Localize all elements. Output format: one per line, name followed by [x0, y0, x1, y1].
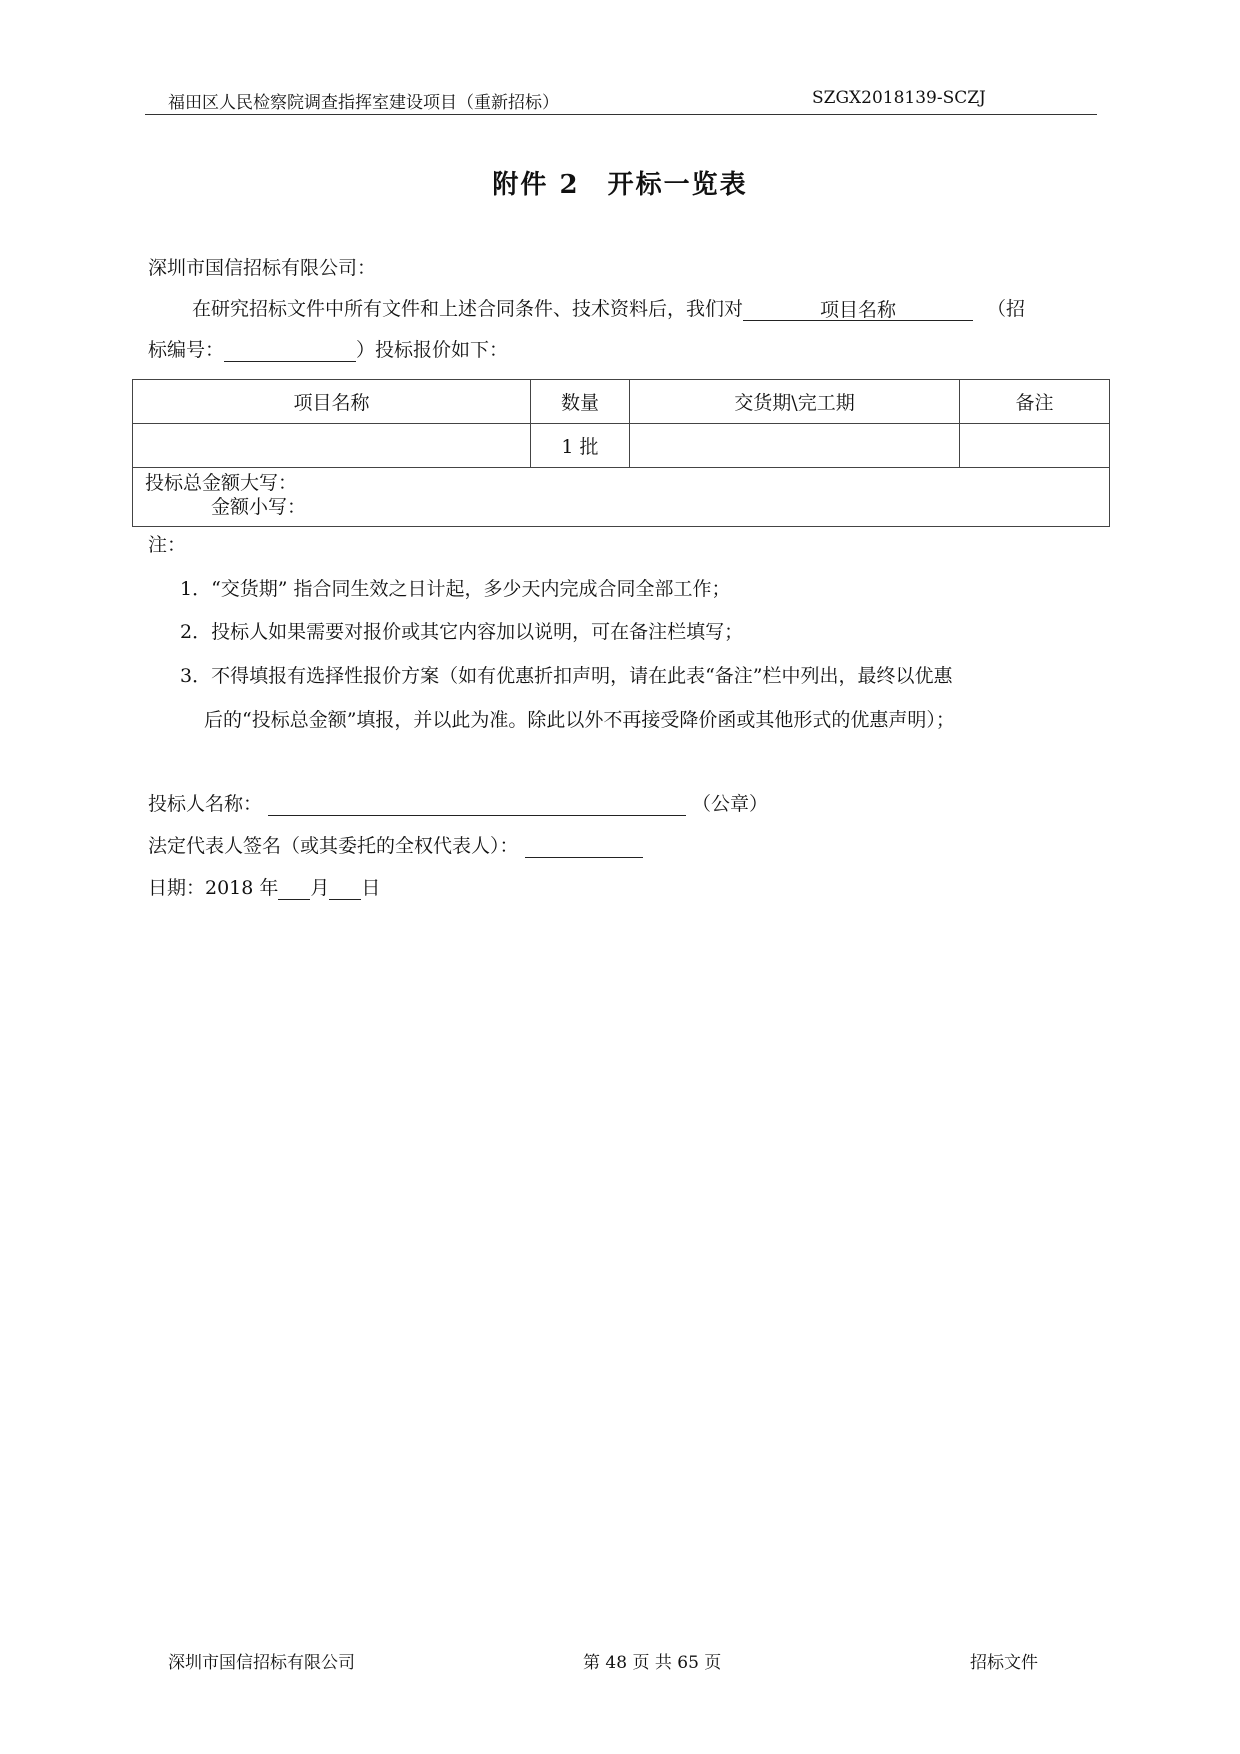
intro-line-1 — [192, 297, 1025, 321]
table-header-row — [133, 380, 1110, 424]
bidder-name-line — [148, 792, 768, 816]
header-project-title: 福田区人民检察院调查指挥室建设项目（重新招标） — [168, 93, 559, 113]
footer-company: 深圳市国信招标有限公司 — [168, 1653, 355, 1673]
representative-line — [148, 834, 643, 858]
cell-delivery[interactable] — [630, 424, 960, 468]
cell-remarks[interactable] — [960, 424, 1110, 468]
intro-line-2 — [148, 338, 508, 362]
note-item-2: 2．投标人如果需要对报价或其它内容加以说明，可在备注栏填写； — [180, 621, 744, 643]
header-cell-remarks: 备注 — [960, 380, 1110, 424]
header-cell-quantity: 数量 — [531, 380, 630, 424]
addressee: 深圳市国信招标有限公司： — [148, 257, 377, 279]
note-item-3: 3．不得填报有选择性报价方案（如有优惠折扣声明，请在此表“备注”栏中列出，最终以优惠 — [180, 665, 953, 687]
bidder-name-blank[interactable] — [268, 793, 686, 816]
company-seal-label: （公章） — [692, 793, 769, 815]
table-total-row — [133, 468, 1110, 527]
notes-label: 注： — [148, 534, 187, 556]
month-blank[interactable] — [278, 877, 310, 900]
day-blank[interactable] — [329, 877, 361, 900]
header-project-code: SZGX2018139-SCZJ — [812, 88, 986, 108]
bid-price-table — [132, 379, 1110, 527]
table-row — [133, 424, 1110, 468]
total-upper-label: 投标总金额大写： — [145, 472, 298, 494]
cell-project-name[interactable] — [133, 424, 531, 468]
representative-signature-blank[interactable] — [525, 835, 643, 858]
footer-page-number: 第 48 页 共 65 页 — [583, 1653, 722, 1673]
intro-text-3: 标编号： — [148, 339, 225, 361]
project-name-blank-label: 项目名称 — [820, 299, 897, 321]
page-title: 附件 2 开标一览表 — [492, 170, 748, 200]
tender-number-blank[interactable] — [224, 339, 356, 362]
total-lower-label: 金额小写： — [211, 496, 307, 518]
header-cell-delivery: 交货期\完工期 — [630, 380, 960, 424]
note-item-3-continued: 后的“投标总金额”填报，并以此为准。除此以外不再接受降价函或其他形式的优惠声明）； — [204, 709, 955, 731]
header-cell-project-name: 项目名称 — [133, 380, 531, 424]
intro-text-4: ）投标报价如下： — [356, 339, 509, 361]
intro-text-2: （招 — [987, 298, 1026, 320]
intro-text-1: 在研究招标文件中所有文件和上述合同条件、技术资料后，我们对 — [192, 298, 744, 320]
project-name-blank[interactable] — [743, 298, 973, 321]
cell-quantity: 1 批 — [531, 424, 630, 468]
total-amount-cell[interactable] — [133, 468, 1110, 527]
month-label: 月 — [310, 877, 330, 899]
date-label: 日期：2018 年 — [148, 877, 279, 899]
day-label: 日 — [361, 877, 381, 899]
note-item-1: 1．“交货期” 指合同生效之日计起，多少天内完成合同全部工作； — [180, 578, 731, 600]
bidder-name-label: 投标人名称： — [148, 793, 263, 815]
footer-doc-type: 招标文件 — [970, 1653, 1038, 1673]
header-divider — [145, 114, 1097, 115]
representative-label: 法定代表人签名（或其委托的全权代表人）： — [148, 835, 519, 857]
date-line — [148, 876, 380, 900]
